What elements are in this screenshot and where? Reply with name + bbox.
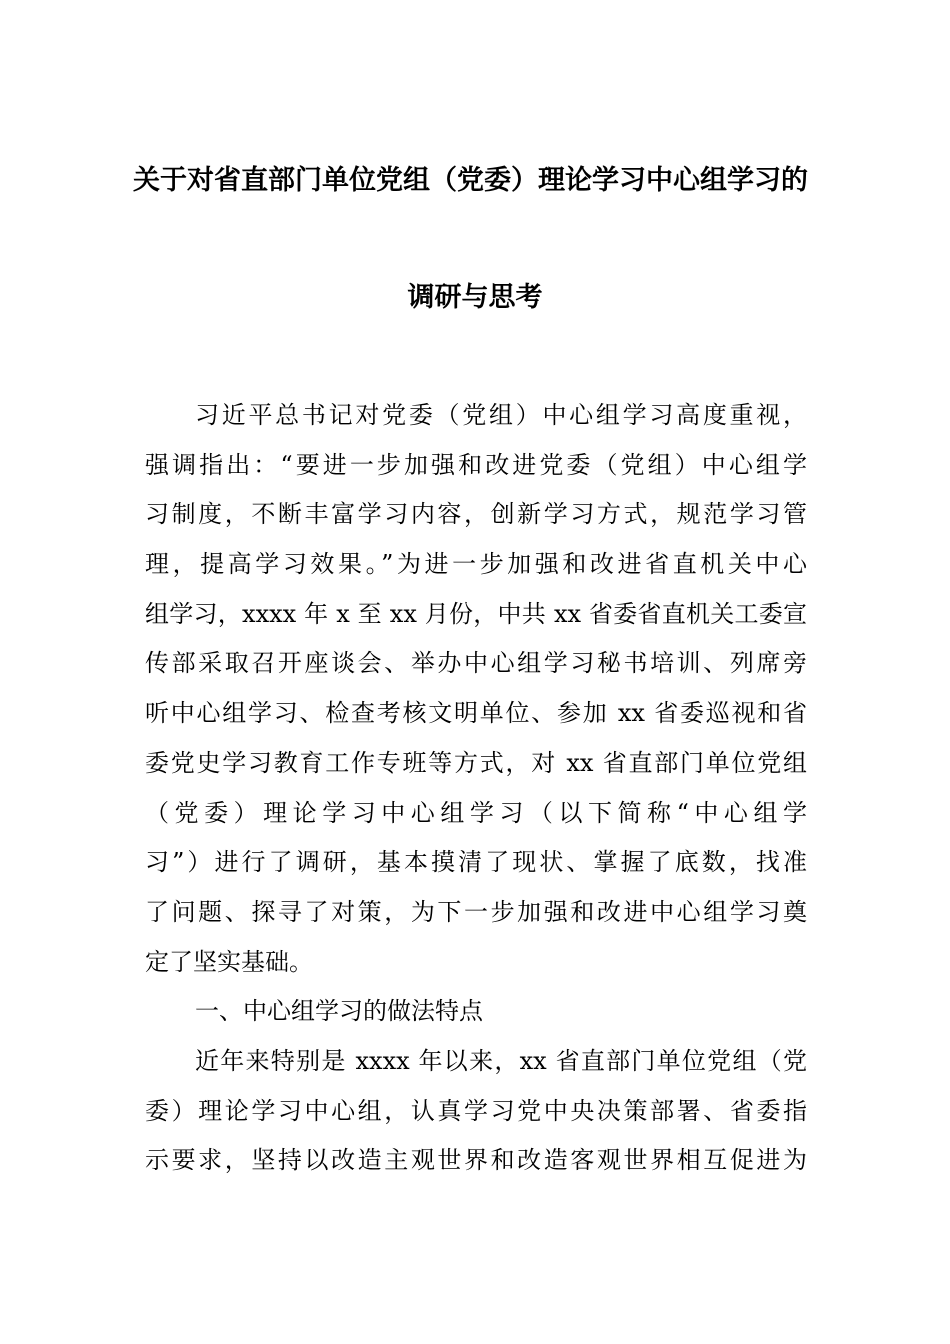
text-line: 近年来特别是 xxxx 年以来，xx 省直部门单位党组（党 [195, 1046, 807, 1075]
text-line: 组学习，xxxx 年 x 至 xx 月份，中共 xx 省委省直机关工委宣 [145, 599, 807, 628]
text-line: （党委）理论学习中心组学习（以下简称“中心组学 [145, 798, 807, 827]
section-paragraph [145, 1041, 807, 1190]
section-heading-text: 一、中心组学习的做法特点 [195, 997, 483, 1026]
text-line: 委）理论学习中心组，认真学习党中央决策部署、省委指 [145, 1096, 807, 1125]
text-line: 习制度，不断丰富学习内容，创新学习方式，规范学习管 [145, 500, 807, 529]
document-title-line-2: 调研与思考 [407, 282, 543, 313]
text-line: 示要求，坚持以改造主观世界和改造客观世界相互促进为 [145, 1146, 807, 1175]
text-line: 了问题、探寻了对策，为下一步加强和改进中心组学习奠 [145, 897, 807, 926]
text-line: 听中心组学习、检查考核文明单位、参加 xx 省委巡视和省 [145, 699, 807, 728]
document-title-line-1: 关于对省直部门单位党组（党委）理论学习中心组学习的 [133, 165, 808, 196]
text-line: 传部采取召开座谈会、举办中心组学习秘书培训、列席旁 [145, 649, 807, 678]
text-line: 习”）进行了调研，基本摸清了现状、掌握了底数，找准 [145, 848, 807, 877]
text-line: 习近平总书记对党委（党组）中心组学习高度重视， [195, 401, 807, 429]
document-body [145, 395, 807, 1190]
text-line: 定了坚实基础。 [145, 947, 313, 976]
intro-paragraph [145, 395, 807, 991]
text-line: 理，提高学习效果。”为进一步加强和改进省直机关中心 [145, 550, 807, 579]
text-line: 委党史学习教育工作专班等方式，对 xx 省直部门单位党组 [145, 748, 807, 777]
text-line: 强调指出：“要进一步加强和改进党委（党组）中心组学 [145, 450, 807, 479]
section-heading [145, 991, 807, 1041]
